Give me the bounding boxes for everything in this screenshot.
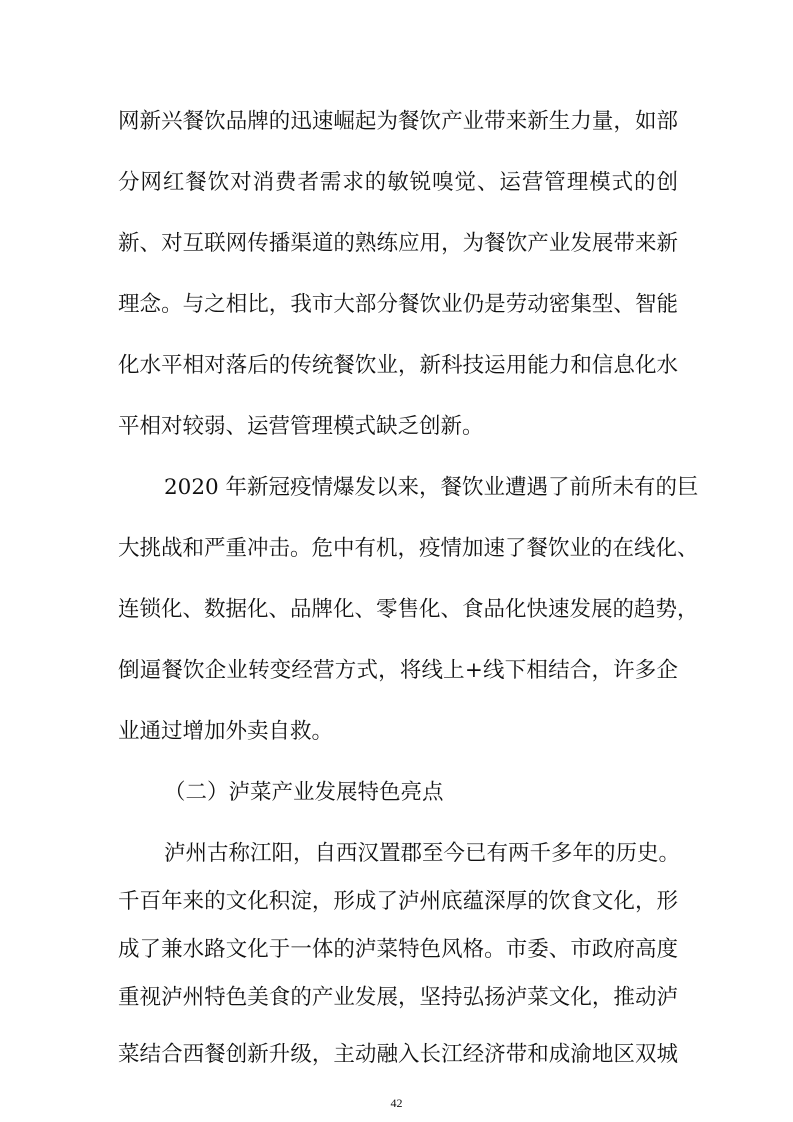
paragraph-line: 平相对较弱、运营管理模式缺乏创新。 [118,414,484,439]
section-heading: （二）泸菜产业发展特色亮点 [164,780,444,805]
paragraph-line: 分网红餐饮对消费者需求的敏锐嗅觉、运营管理模式的创 [118,170,678,195]
paragraph-line: 倒逼餐饮企业转变经营方式，将线上+线下相结合，许多企 [118,658,678,683]
paragraph-line: 新、对互联网传播渠道的熟练应用，为餐饮产业发展带来新 [118,231,678,256]
paragraph-line: 业通过增加外卖自救。 [118,719,334,744]
paragraph-line: 菜结合西餐创新升级，主动融入长江经济带和成渝地区双城 [118,1042,678,1067]
paragraph-line: 化水平相对落后的传统餐饮业，新科技运用能力和信息化水 [118,353,678,378]
paragraph-line: 网新兴餐饮品牌的迅速崛起为餐饮产业带来新生力量，如部 [118,109,678,134]
paragraph-line: 泸州古称江阳，自西汉置郡至今已有两千多年的历史。 [164,841,681,866]
paragraph-line: 大挑战和严重冲击。危中有机，疫情加速了餐饮业的在线化、 [118,536,699,561]
paragraph-line: 理念。与之相比，我市大部分餐饮业仍是劳动密集型、智能 [118,292,678,317]
paragraph-line: 成了兼水路文化于一体的泸菜特色风格。市委、市政府高度 [118,937,678,962]
paragraph-line: 千百年来的文化积淀，形成了泸州底蕴深厚的饮食文化，形 [118,889,678,914]
paragraph-line: 重视泸州特色美食的产业发展，坚持弘扬泸菜文化，推动泸 [118,985,678,1010]
paragraph-line: 2020 年新冠疫情爆发以来，餐饮业遭遇了前所未有的巨 [164,475,699,500]
page-number: 42 [390,1096,403,1110]
paragraph-line: 连锁化、数据化、品牌化、零售化、食品化快速发展的趋势， [118,597,699,622]
